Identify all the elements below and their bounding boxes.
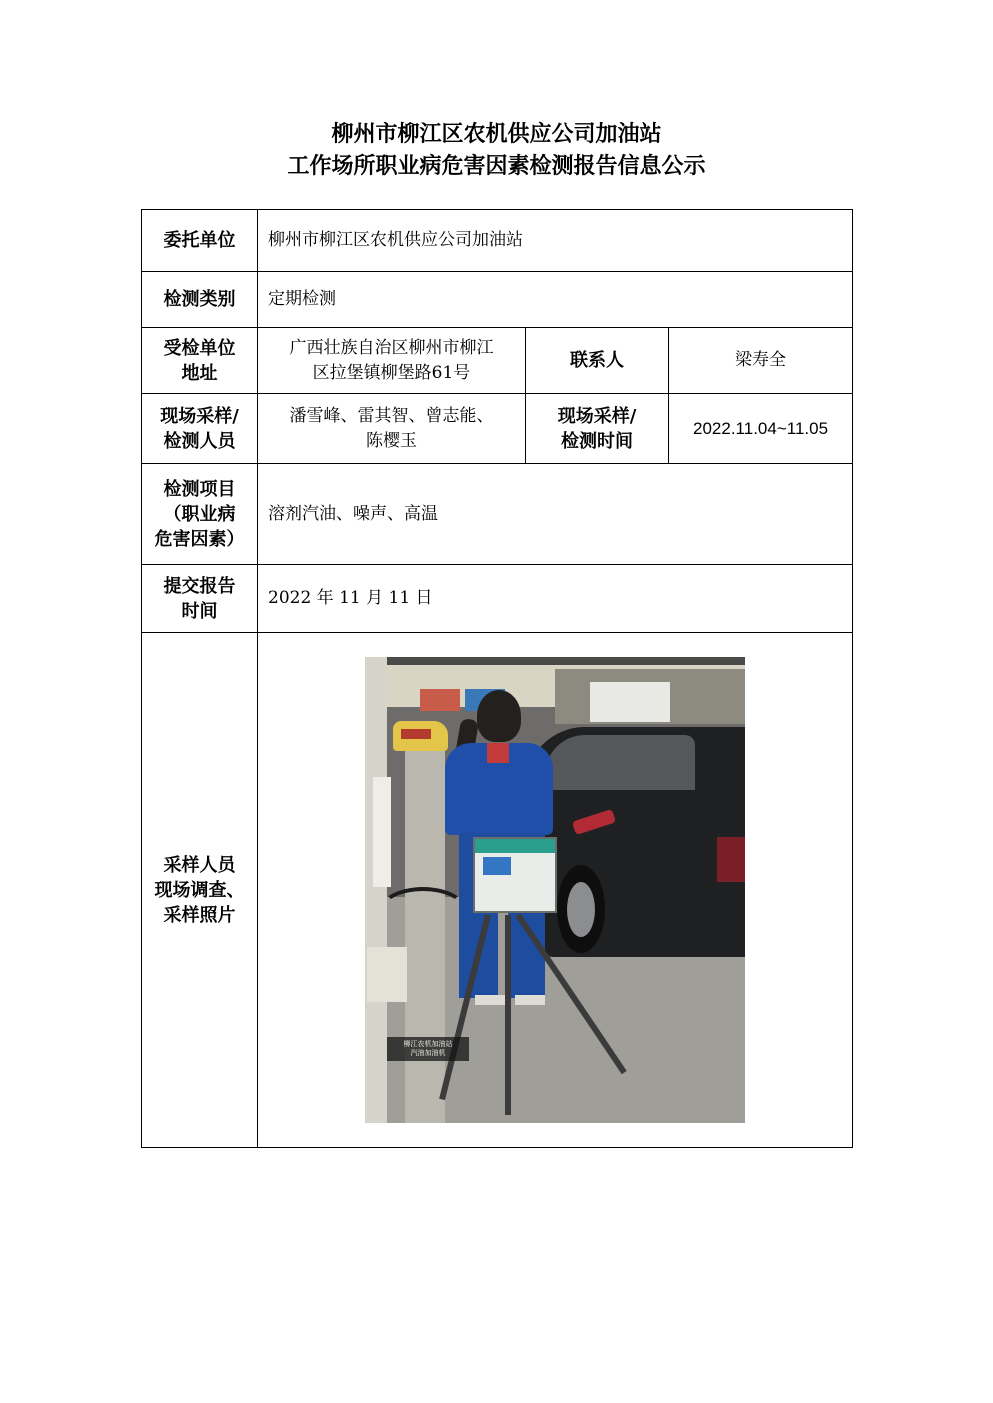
sampling-photo bbox=[365, 657, 745, 1123]
staff-value-line1: 潘雪峰、雷其智、曾志能、 bbox=[289, 405, 494, 426]
time-label bbox=[526, 394, 669, 464]
address-value-line1: 广西壮族自治区柳州市柳江 bbox=[289, 337, 494, 358]
category-label: 检测类别 bbox=[142, 272, 258, 328]
photo-label bbox=[142, 633, 258, 1148]
items-label-line3: 危害因素） bbox=[154, 528, 245, 550]
row-category bbox=[142, 272, 853, 328]
address-value bbox=[258, 328, 526, 394]
items-value: 溶剂汽油、噪声、高温 bbox=[258, 464, 853, 565]
title-line-1: 柳州市柳江区农机供应公司加油站 bbox=[331, 121, 662, 147]
report-time-label bbox=[142, 565, 258, 633]
photo-caption bbox=[387, 1037, 469, 1061]
staff-value-line2: 陈樱玉 bbox=[366, 430, 417, 451]
row-photo bbox=[142, 633, 853, 1148]
photo-caption-line2: 汽油加油机 bbox=[410, 1049, 446, 1057]
contact-value: 梁寿全 bbox=[669, 328, 853, 394]
info-table bbox=[141, 209, 853, 1148]
row-staff bbox=[142, 394, 853, 464]
report-time-label-line2: 时间 bbox=[181, 600, 218, 622]
items-label-line1: 检测项目 bbox=[163, 478, 236, 500]
staff-value bbox=[258, 394, 526, 464]
row-address bbox=[142, 328, 853, 394]
photo-label-line3: 采样照片 bbox=[163, 904, 236, 926]
items-label-line2: （职业病 bbox=[163, 503, 236, 525]
address-value-line2: 区拉堡镇柳堡路61号 bbox=[312, 362, 471, 383]
category-value: 定期检测 bbox=[258, 272, 853, 328]
report-time-value: 2022 年 11 月 11 日 bbox=[258, 565, 853, 633]
staff-label-line1: 现场采样/ bbox=[160, 405, 239, 427]
time-label-line1: 现场采样/ bbox=[557, 405, 637, 427]
photo-caption-line1: 柳江农机加油站 bbox=[403, 1040, 453, 1048]
client-value: 柳州市柳江区农机供应公司加油站 bbox=[258, 210, 853, 272]
title-line-2: 工作场所职业病危害因素检测报告信息公示 bbox=[287, 153, 706, 179]
photo-cell bbox=[258, 633, 853, 1148]
address-label-line2: 地址 bbox=[181, 362, 218, 384]
address-label-line1: 受检单位 bbox=[163, 337, 236, 359]
staff-label bbox=[142, 394, 258, 464]
items-label bbox=[142, 464, 258, 565]
time-label-line2: 检测时间 bbox=[561, 430, 633, 452]
time-value: 2022.11.04~11.05 bbox=[669, 394, 853, 464]
contact-label: 联系人 bbox=[526, 328, 669, 394]
photo-label-line1: 采样人员 bbox=[163, 854, 236, 876]
report-time-label-line1: 提交报告 bbox=[163, 575, 236, 597]
row-client bbox=[142, 210, 853, 272]
row-report-time bbox=[142, 565, 853, 633]
staff-label-line2: 检测人员 bbox=[163, 430, 236, 452]
photo-label-line2: 现场调查、 bbox=[154, 879, 245, 901]
row-items bbox=[142, 464, 853, 565]
client-label: 委托单位 bbox=[142, 210, 258, 272]
address-label bbox=[142, 328, 258, 394]
